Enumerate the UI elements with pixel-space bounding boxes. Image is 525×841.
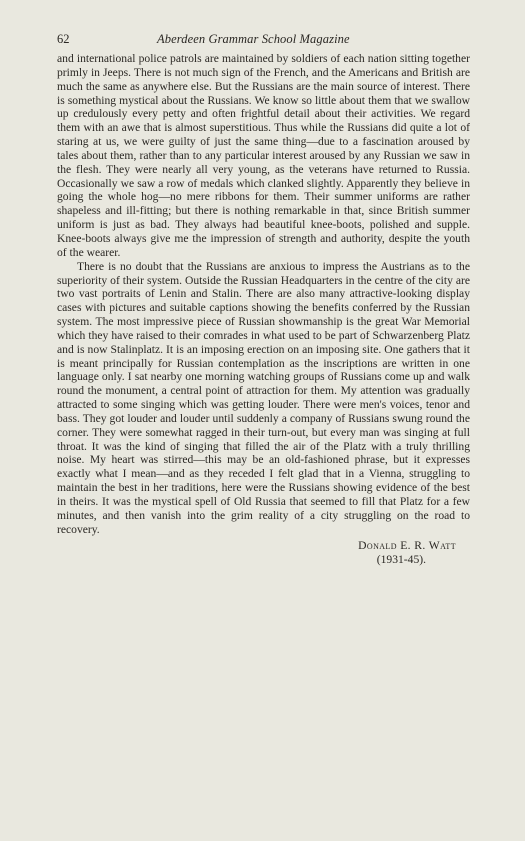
author-name: Donald E. R. Watt (358, 538, 456, 552)
running-title: Aberdeen Grammar School Magazine (157, 32, 350, 46)
author-years: (1931-45). (376, 552, 426, 566)
paragraph-1: and international police patrols are maintained by soldiers of each nation sitting together primly in Jeeps. There is not much sign of the French, and the Americans and British are much the same as anywhere else. But the Russians are the main source of interest. There is something mystical about the Russians. We know so little about them that we swallow up credulously every petty and often frightful detail about their activities. We regard them with an awe that is almost superstitious. Thus while the Russians did quite a lot of staring at us, we were guilty of just the same thing—due to a fascination aroused by tales about them, rather than to any particular interest aroused by any Russian we saw in the flesh. They were nearly all very young, as the veterans have returned to Russia. Occasionally we saw a row of medals which clanked slightly. Apparently they believe in going the whole hog—no mere ribbons for them. Their summer uniforms are rather shapeless and ill-fitting; but there is nothing remarkable in that, since British summer uniform is just as bad. They always had beautiful knee-boots, polished and supple. Knee-boots always give me the impression of strength and authority, despite the youth of the wearer. (57, 52, 470, 259)
page-number: 62 (57, 32, 70, 46)
magazine-page (57, 30, 470, 567)
page-header (57, 30, 470, 52)
author-signature (57, 539, 470, 567)
article-body (57, 52, 470, 537)
paragraph-2: There is no doubt that the Russians are anxious to impress the Austrians as to the superiority of their system. Outside the Russian Headquarters in the centre of the city are two vast portraits of Lenin and Stalin. There are also many attractive-looking display cases with pictures and suitable captions showing the benefits conferred by the Russian system. The most impressive piece of Russian showmanship is the great War Memorial which they have raised to their comrades in what used to be part of Schwarzenberg Platz and is now Stalinplatz. It is an imposing erection on an imposing site. One gathers that it is meant principally for Russian contemplation as the inscriptions are written in one language only. I sat nearby one morning watching groups of Russians come up and walk round the monument, a central point of attraction for them. My attention was gradually attracted to some singing which was getting louder. There were men's voices, tenor and bass. They got louder and louder until suddenly a company of Russians swung round the corner. They were somewhat ragged in their turn-out, but every man was singing at full throat. It was the kind of singing that filled the air of the Platz with a truly thrilling noise. My heart was stirred—this may be an old-fashioned phrase, but it expresses exactly what I mean—and as they receded I felt glad that in a Vienna, struggling to maintain the best in her traditions, here were the Russians showing evidence of the best in theirs. It was the mystical spell of Old Russia that seemed to fill that Platz for a few minutes, and then vanish into the grim reality of a city struggling on the road to recovery. (57, 259, 470, 536)
